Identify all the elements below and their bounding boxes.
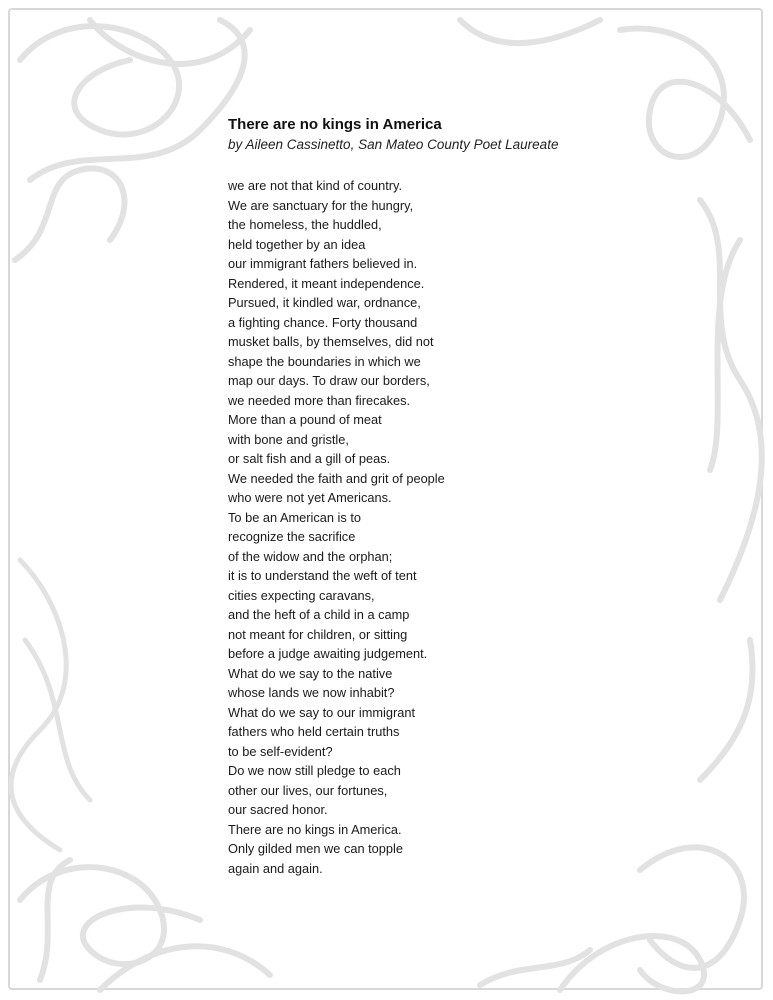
poem-line: shape the boundaries in which we <box>228 353 421 369</box>
poem-line: Do we now still pledge to each <box>228 763 401 778</box>
poem-line: to be self-evident? <box>228 743 333 759</box>
poem-line: who were not yet Americans. <box>228 490 392 505</box>
poem-line: More than a pound of meat <box>228 412 382 427</box>
poem-line: Pursued, it kindled war, ordnance, <box>228 295 421 310</box>
poem-line: our sacred honor. <box>228 802 328 817</box>
poem-line: it is to understand the weft of tent <box>228 568 417 583</box>
poem-line: we are not that kind of country. <box>228 178 403 193</box>
poem-line: held together by an idea <box>228 236 366 252</box>
poem-byline: by Aileen Cassinetto, San Mateo County Poet Laureate <box>228 137 559 152</box>
poem-line: cities expecting caravans, <box>228 587 375 603</box>
poem-line: or salt fish and a gill of peas. <box>228 451 391 466</box>
poem-line: the homeless, the huddled, <box>228 217 382 232</box>
poem-line: of the widow and the orphan; <box>228 548 393 564</box>
poem-title: There are no kings in America <box>228 116 442 133</box>
bottom-right-swirl <box>480 640 753 991</box>
poem-body <box>228 176 445 878</box>
poem-line: We needed the faith and grit of people <box>228 470 445 486</box>
top-left-swirl <box>15 20 250 260</box>
poem-line: whose lands we now inhabit? <box>228 685 395 700</box>
poem-line: our immigrant fathers believed in. <box>228 256 418 271</box>
poem-line: with bone and gristle, <box>228 431 349 447</box>
poem-line: a fighting chance. Forty thousand <box>228 314 418 330</box>
poem-line: There are no kings in America. <box>228 821 402 837</box>
poem-line: Rendered, it meant independence. <box>228 275 425 291</box>
poem-line: We are sanctuary for the hungry, <box>228 197 414 213</box>
poem-line: Only gilded men we can topple <box>228 841 403 856</box>
top-right-swirl <box>460 20 762 600</box>
poem-line: recognize the sacrifice <box>228 529 356 544</box>
poem-line: To be an American is to <box>228 509 362 525</box>
poem-line: map our days. To draw our borders, <box>228 373 430 388</box>
poem-line: and the heft of a child in a camp <box>228 607 410 622</box>
poem-line: other our lives, our fortunes, <box>228 782 388 798</box>
left-side-swirl <box>11 560 90 850</box>
poem-line: again and again. <box>228 860 323 876</box>
poem-line: before a judge awaiting judgement. <box>228 646 428 661</box>
poem-line: we needed more than firecakes. <box>228 392 411 408</box>
poem-line: fathers who held certain truths <box>228 724 400 739</box>
poem-line: musket balls, by themselves, did not <box>228 334 434 349</box>
poem-line: What do we say to the native <box>228 665 393 681</box>
bottom-left-swirl <box>20 860 270 990</box>
poem-line: What do we say to our immigrant <box>228 704 416 720</box>
poem-line: not meant for children, or sitting <box>228 626 408 642</box>
